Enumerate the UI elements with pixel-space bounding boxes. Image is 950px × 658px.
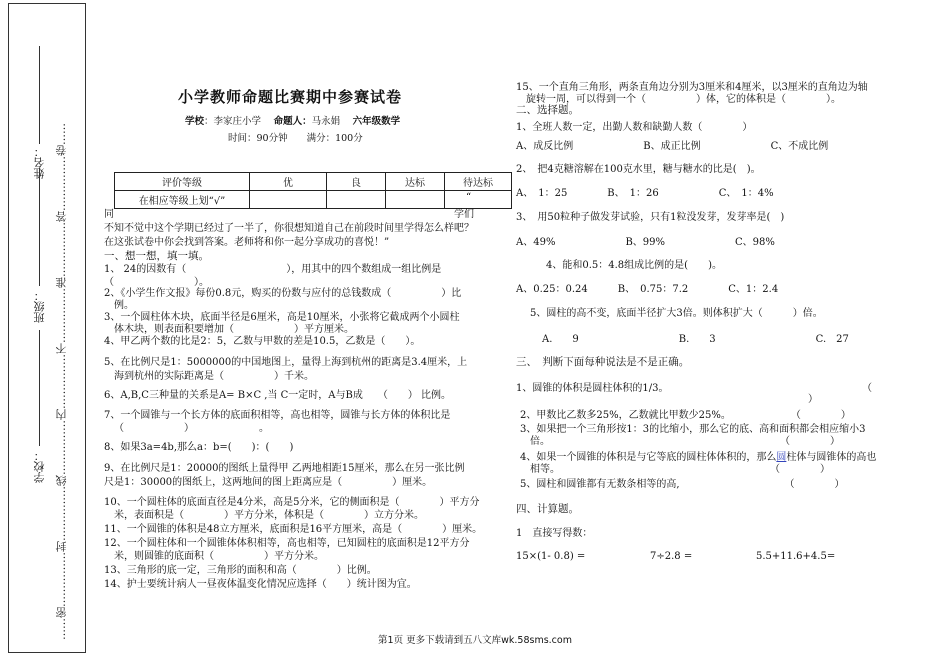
table-header-cell: 良 <box>327 173 386 191</box>
question-15a: 15、一个直角三角形，两条直角边分别为3厘米和4厘米，以3厘米的直角边为轴 <box>516 82 868 93</box>
calc-item-3: 5.5+11.6+4.5= <box>756 551 836 562</box>
judge-3b: 倍。 （ ） <box>530 436 840 447</box>
intro-line-1-right: 学们 <box>454 209 474 220</box>
judge-1-paren: （ <box>862 383 872 394</box>
question-8: 8、如果3a=4b,那么a：b=( )：( ) <box>104 442 294 453</box>
choice-4: 4、能和0.5：4.8组成比例的是( )。 <box>546 260 722 271</box>
choice-2: 2、 把4克糖溶解在100克水里，糖与糖水的比是( )。 <box>516 164 761 175</box>
judge-1: 1、圆锥的体积是圆柱体积的1/3。 <box>516 383 669 394</box>
judge-2: 2、甲数比乙数多25%，乙数就比甲数少25%。 （ ） <box>520 410 851 421</box>
question-1b: （ ）。 <box>104 277 209 288</box>
author-value: 马永娟 <box>311 116 341 127</box>
table-header-cell: 达标 <box>386 173 445 191</box>
table-header-cell: 待达标 <box>445 173 512 191</box>
judge-4a-link[interactable]: 圆 <box>776 452 787 463</box>
table-row <box>115 191 512 209</box>
school-line <box>39 330 40 446</box>
binding-strip <box>8 3 86 653</box>
intro-line-3: 在这张试卷中你会找到答案。老师将和你一起分享成功的喜悦！” <box>104 237 390 248</box>
question-10b: 米，表面积是（ ）平方分米，体积是（ ）立方分米。 <box>114 510 424 521</box>
question-7b: （ ） 。 <box>114 423 269 434</box>
class-label: 班级： <box>33 290 46 323</box>
school-label: 学校： <box>33 450 46 483</box>
name-label: 姓名： <box>33 146 46 179</box>
question-14: 14、护士要统计病人一昼夜体温变化情况应选择（ ）统计图为宜。 <box>104 579 417 590</box>
page-footer: 第1页 更多下载请到五八文库wk.58sms.com <box>378 635 572 646</box>
name-line <box>39 46 40 144</box>
intro-line-2: 不知不觉中这个学期已经过了一半了，你很想知道自己在前段时间里学得怎么样吧？ <box>104 223 474 234</box>
question-4: 4、甲乙两个数的比是2：5，乙数与甲数的差是10.5，乙数是（ ）。 <box>104 336 421 347</box>
question-3a: 3、一个圆柱体木块，底面半径是6厘米，高是10厘米，小张将它截成两个小圆柱 <box>104 312 460 323</box>
judge-4a-pre: 4、如果一个圆锥的体积是与它等底的圆柱体体积的，那么 <box>520 452 777 463</box>
choice-1-options: A、成反比例 B、成正比例 C、不成比例 <box>516 141 829 152</box>
calc-heading: 1 直接写得数： <box>516 528 593 539</box>
exam-title: 小学教师命题比赛期中参赛试卷 <box>178 88 403 106</box>
question-5a: 5、在比例尺是1：5000000的中国地图上，量得上海到杭州的距离是3.4厘米，上 <box>104 357 468 368</box>
judge-4b: 相等。 （ ） <box>530 464 830 475</box>
table-header-cell: 评价等级 <box>115 173 250 191</box>
question-6: 6、A,B,C三种量的关系是A= B×C ,当 C一定时，A与B成 （ ） 比例。 <box>104 390 452 401</box>
question-2b: 例。 <box>114 300 134 311</box>
question-3b: 体木块，则表面积要增加（ ）平方厘米。 <box>114 324 354 335</box>
question-11: 11、一个圆锥的体积是48立方厘米，底面积是16平方厘米，高是（ ）厘米。 <box>104 524 483 535</box>
question-1a: 1、 24的因数有（ ），用其中的四个数组成一组比例是 <box>104 264 442 275</box>
table-header-cell: 优 <box>250 173 327 191</box>
table-cell[interactable] <box>445 191 512 209</box>
part2-heading: 二、选择题。 <box>516 104 579 116</box>
part4-heading: 四、计算题。 <box>516 503 579 515</box>
choice-3: 3、 用50粒种子做发芽试验，只有1粒没发芽，发芽率是( ) <box>516 212 785 223</box>
question-12b: 米，则圆锥的底面积（ ）平方分米。 <box>114 551 324 562</box>
table-cell[interactable] <box>386 191 445 209</box>
author-key: 命题人： <box>273 116 312 127</box>
seal-line-text: ……密……………封……………线……………内……………不……………准……………答……………卷…… <box>55 123 68 640</box>
judge-4a-post: 柱体与圆锥体的高也 <box>786 452 877 463</box>
school-value: ：李家庄小学 <box>204 116 262 127</box>
part1-heading: 一、想一想，填一填。 <box>104 250 209 262</box>
grade: 六年级数学 <box>352 116 401 127</box>
table-row <box>115 173 512 191</box>
exam-info <box>185 113 400 127</box>
evaluation-table <box>114 172 512 209</box>
question-13: 13、三角形的底一定，三角形的面积和高（ ）比例。 <box>104 565 377 576</box>
choice-3-options: A、49% B、99% C、98% <box>516 237 775 248</box>
question-2a: 2、《小学生作文报》每份0.8元，购买的份数与应付的总钱数成（ ）比 <box>104 288 462 299</box>
question-9a: 9、在比例尺是1：20000的图纸上量得甲 乙两地相距15厘米，那么在另一张比例 <box>104 463 465 474</box>
choice-5: 5、圆柱的高不变，底面半径扩大3倍。则体积扩大（ ）倍。 <box>530 308 823 319</box>
question-5b: 海到杭州的实际距离是（ ）千米。 <box>114 371 314 382</box>
part3-heading: 三、 判断下面每种说法是不是正确。 <box>516 356 690 368</box>
intro-line-1-left: 同 <box>104 209 114 220</box>
choice-4-options: A、0.25：0.24 B、 0.75：7.2 C、1：2.4 <box>516 284 779 295</box>
quote-mark: “ <box>466 192 472 203</box>
question-9b: 尺是1：30000的图纸上，这两地间的图上距离应是（ ）厘米。 <box>104 477 433 488</box>
time-score: 时间：90分钟 满分：100分 <box>228 133 363 144</box>
judge-5: 5、圆柱和圆锥都有无数条相等的高, （ ） <box>520 479 845 490</box>
judge-1-close: ） <box>808 394 818 405</box>
table-row-label: 在相应等级上划“√” <box>115 191 250 209</box>
choice-5-options: A. 9 B. 3 C. 27 <box>542 334 849 345</box>
choice-1: 1、全班人数一定，出勤人数和缺勤人数（ ） <box>516 122 753 133</box>
table-cell[interactable] <box>250 191 327 209</box>
calc-item-2: 7÷2.8 = <box>650 551 693 562</box>
school-key: 学校 <box>185 116 205 127</box>
question-12a: 12、一个圆柱体和一个圆锥体体积相等，高也相等，已知圆柱的底面积是12平方分 <box>104 538 470 549</box>
question-7a: 7、一个圆锥与一个长方体的底面积相等，高也相等，圆锥与长方体的体积比是 <box>104 410 451 421</box>
table-cell[interactable] <box>327 191 386 209</box>
choice-2-options: A、 1：25 B、 1：26 C、 1：4% <box>516 188 774 199</box>
calc-item-1: 15×(1- 0.8) = <box>516 551 586 562</box>
question-10a: 10、一个圆柱体的底面直径是4分米，高是5分米，它的侧面积是（ ）平方分 <box>104 497 480 508</box>
class-line <box>39 168 40 286</box>
judge-3a: 3、如果把一个三角形按1：3的比缩小，那么它的底、高和面积都会相应缩小3 <box>520 424 866 435</box>
question-15b: 旋转一周，可以得到一个（ ）体，它的体积是（ ）。 <box>526 94 841 105</box>
